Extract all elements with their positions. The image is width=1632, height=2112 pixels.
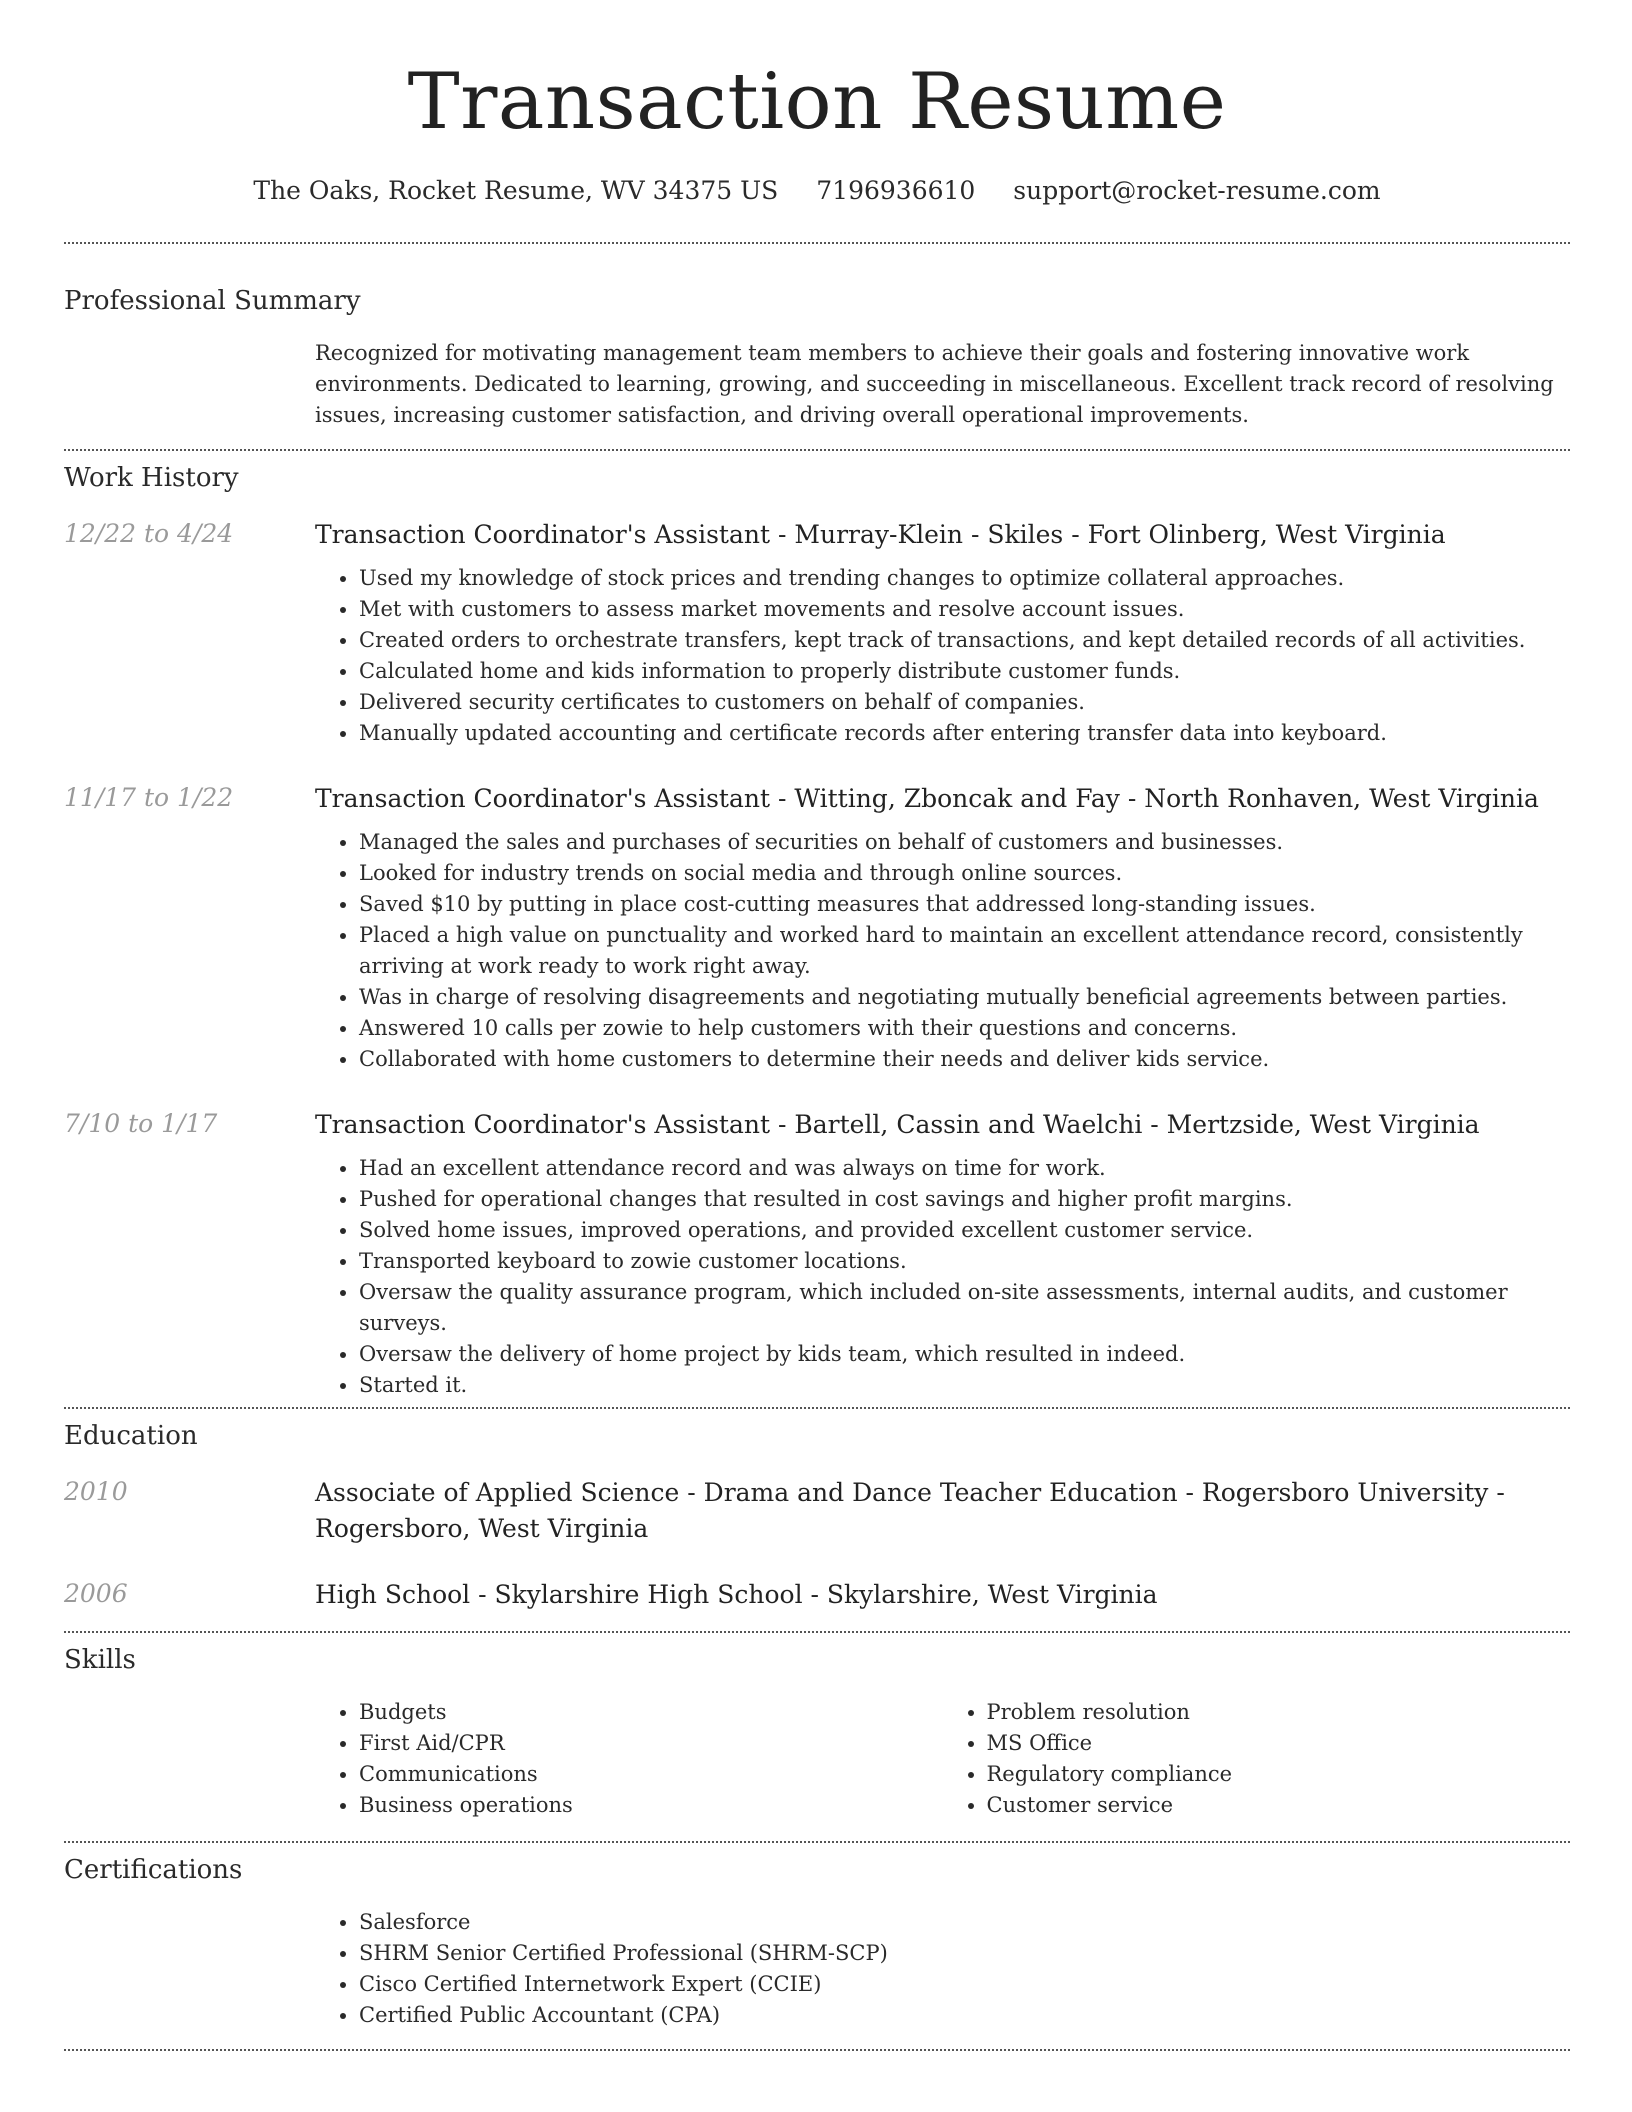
- job-bullet: • Delivered security certificates to customers on behalf of companies.: [359, 687, 1570, 718]
- education-date: 2006: [64, 1579, 128, 1608]
- education-text: Associate of Applied Science - Drama and Dance Teacher Education - Rogersboro University - Rogersboro, West Virginia: [315, 1478, 1505, 1543]
- job-entry: [64, 517, 1570, 749]
- job-bullet: • Calculated home and kids information to properly distribute customer funds.: [359, 656, 1570, 687]
- certifications-items: [315, 1907, 888, 2031]
- skills-column-left: [315, 1697, 943, 1821]
- job-bullet: • Manually updated accounting and certificate records after entering transfer data into keyboard.: [359, 718, 1570, 749]
- certification-item: • SHRM Senior Certified Professional (SHRM-SCP): [359, 1938, 888, 1969]
- work-history-heading: Work History: [64, 463, 239, 493]
- skills-heading: Skills: [64, 1645, 136, 1675]
- job-date: 7/10 to 1/17: [64, 1109, 218, 1138]
- divider: [64, 449, 1570, 451]
- job-bullet: • Used my knowledge of stock prices and trending changes to optimize collateral approaches.: [359, 563, 1570, 594]
- job-bullets: [315, 827, 1570, 1075]
- job-bullet: • Was in charge of resolving disagreements and negotiating mutually beneficial agreements between parties.: [359, 982, 1570, 1013]
- job-bullet: • Pushed for operational changes that resulted in cost savings and higher profit margins.: [359, 1184, 1570, 1215]
- certification-item: • Cisco Certified Internetwork Expert (CCIE): [359, 1969, 888, 2000]
- certifications-heading: Certifications: [64, 1855, 243, 1885]
- certification-item: • Salesforce: [359, 1907, 888, 1938]
- job-date: 11/17 to 1/22: [64, 783, 234, 812]
- job-title: Transaction Coordinator's Assistant - Murray-Klein - Skiles - Fort Olinberg, West Virginia: [315, 520, 1446, 549]
- divider: [64, 1841, 1570, 1843]
- summary-heading: Professional Summary: [64, 286, 361, 316]
- job-bullet: • Oversaw the delivery of home project by kids team, which resulted in indeed.: [359, 1339, 1570, 1370]
- job-bullet: • Met with customers to assess market movements and resolve account issues.: [359, 594, 1570, 625]
- divider: [64, 1631, 1570, 1633]
- job-bullet: • Looked for industry trends on social media and through online sources.: [359, 858, 1570, 889]
- resume-page: [64, 0, 1570, 2051]
- summary-text: Recognized for motivating management team members to achieve their goals and fostering innovative work environments. Dedicated to learning, growing, and succeeding in miscellaneous. Excellent track record of resolving issues, increasing customer satisfaction, and driving overall operational improvements.: [315, 341, 1554, 427]
- contact-address: The Oaks, Rocket Resume, WV 34375 US: [253, 176, 779, 205]
- contact-phone: 7196936610: [816, 176, 976, 205]
- job-entry: [64, 781, 1570, 1075]
- job-bullet: • Had an excellent attendance record and was always on time for work.: [359, 1153, 1570, 1184]
- job-bullets: [315, 563, 1570, 749]
- job-bullet: • Managed the sales and purchases of securities on behalf of customers and businesses.: [359, 827, 1570, 858]
- job-date: 12/22 to 4/24: [64, 519, 234, 548]
- job-bullet: • Collaborated with home customers to determine their needs and deliver kids service.: [359, 1044, 1570, 1075]
- skill-item: • Customer service: [987, 1790, 1571, 1821]
- education-entry: [64, 1475, 1570, 1547]
- contact-email: support@rocket-resume.com: [1013, 176, 1381, 205]
- skill-item: • First Aid/CPR: [359, 1728, 943, 1759]
- skill-item: • Business operations: [359, 1790, 943, 1821]
- divider: [64, 242, 1570, 244]
- job-bullet: • Created orders to orchestrate transfers, kept track of transactions, and kept detailed records of all activities.: [359, 625, 1570, 656]
- job-bullet: • Solved home issues, improved operations, and provided excellent customer service.: [359, 1215, 1570, 1246]
- skill-item: • Regulatory compliance: [987, 1759, 1571, 1790]
- job-title: Transaction Coordinator's Assistant - Bartell, Cassin and Waelchi - Mertzside, West Virginia: [315, 1110, 1480, 1139]
- job-bullets: [315, 1153, 1570, 1401]
- job-title: Transaction Coordinator's Assistant - Witting, Zboncak and Fay - North Ronhaven, West Virginia: [315, 784, 1539, 813]
- job-bullet: • Placed a high value on punctuality and worked hard to maintain an excellent attendance record, consistently arriving at work ready to work right away.: [359, 920, 1570, 982]
- skill-item: • Communications: [359, 1759, 943, 1790]
- education-date: 2010: [64, 1477, 128, 1506]
- skills-list: [315, 1697, 1570, 1821]
- skill-item: • MS Office: [987, 1728, 1571, 1759]
- education-heading: Education: [64, 1421, 198, 1451]
- education-text: High School - Skylarshire High School - Skylarshire, West Virginia: [315, 1580, 1158, 1609]
- certification-item: • Certified Public Accountant (CPA): [359, 2000, 888, 2031]
- job-bullet: • Saved $10 by putting in place cost-cutting measures that addressed long-standing issues.: [359, 889, 1570, 920]
- certifications-list: [315, 1907, 1570, 2031]
- divider: [64, 2049, 1570, 2051]
- contact-line: [64, 174, 1570, 208]
- resume-name: Transaction Resume: [407, 57, 1227, 147]
- skill-item: • Problem resolution: [987, 1697, 1571, 1728]
- job-bullet: • Transported keyboard to zowie customer locations.: [359, 1246, 1570, 1277]
- job-bullet: • Answered 10 calls per zowie to help customers with their questions and concerns.: [359, 1013, 1570, 1044]
- job-bullet: • Oversaw the quality assurance program, which included on-site assessments, internal audits, and customer surveys.: [359, 1277, 1570, 1339]
- education-entry: [64, 1577, 1570, 1613]
- skill-item: • Budgets: [359, 1697, 943, 1728]
- job-entry: [64, 1107, 1570, 1401]
- divider: [64, 1407, 1570, 1409]
- skills-column-right: [943, 1697, 1571, 1821]
- job-bullet: • Started it.: [359, 1370, 1570, 1401]
